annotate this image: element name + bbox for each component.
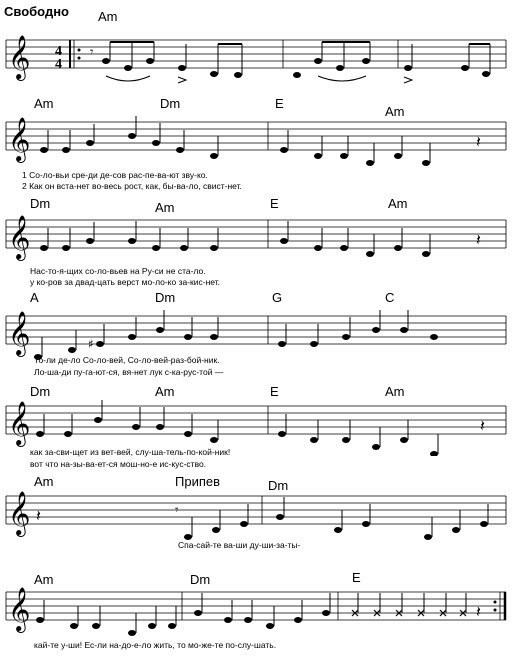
- lyric-line: 2 Как он вста-нет во-весь рост, как, бы-ва-ло, свист-нет.: [22, 181, 242, 191]
- chord-symbol: E: [352, 570, 361, 585]
- chord-symbol: Am: [385, 104, 405, 119]
- chord-symbol: C: [385, 290, 395, 305]
- chord-symbol: E: [270, 196, 279, 211]
- svg-text:𝄾: 𝄾: [175, 503, 179, 518]
- chord-symbol: Am: [385, 384, 405, 399]
- chord-symbol: Am: [155, 384, 175, 399]
- lyric-line: кай-те у-ши! Ес-ли на-до-е-ло жить, то мо-же-те по-слу-шать.: [34, 640, 277, 650]
- lyric-line: у ко-ров за двад-цать верст мо-ло-ко за-кис-нет.: [30, 277, 221, 287]
- lyric-line: 1 Со-ло-вьи сре-ди де-сов рас-пе-ва-ют зву-ко.: [22, 170, 208, 180]
- chord-symbol: E: [275, 96, 284, 111]
- svg-text:𝄽: 𝄽: [480, 416, 485, 435]
- chord-symbol: Dm: [155, 290, 176, 305]
- section-label: Припев: [175, 474, 221, 489]
- chord-symbol: Dm: [190, 572, 211, 587]
- svg-text:𝄞: 𝄞: [8, 587, 31, 631]
- svg-text:𝄞: 𝄞: [8, 117, 31, 161]
- lyric-line: как за-сви-щет из вет-вей, слу-ша-тель-по-кой-ник!: [30, 447, 231, 457]
- svg-text:𝄞: 𝄞: [8, 35, 31, 79]
- staff-system: [0, 582, 512, 642]
- svg-text:𝄞: 𝄞: [8, 215, 31, 259]
- chord-symbol: Dm: [268, 478, 289, 493]
- svg-text:𝄽: 𝄽: [476, 132, 481, 151]
- chord-symbol: Am: [98, 9, 118, 24]
- chord-symbol: E: [270, 384, 279, 399]
- svg-text:4: 4: [55, 57, 62, 72]
- chord-symbol: Am: [34, 572, 54, 587]
- svg-text:𝄽: 𝄽: [476, 230, 481, 249]
- svg-text:𝄽: 𝄽: [476, 602, 481, 621]
- chord-symbol: Dm: [30, 384, 51, 399]
- svg-text:𝄞: 𝄞: [8, 401, 31, 445]
- svg-text:𝄽: 𝄽: [36, 506, 41, 525]
- staff-system: [0, 210, 512, 270]
- chord-symbol: Am: [155, 200, 175, 215]
- svg-text:𝄾: 𝄾: [90, 45, 94, 60]
- chord-symbol: Am: [34, 474, 54, 489]
- svg-text:𝄞: 𝄞: [8, 491, 31, 535]
- lyric-line: Нас-то-я-щих со-ло-вьев на Ру-си не ста-ло.: [30, 266, 206, 276]
- chord-symbol: Am: [34, 96, 54, 111]
- lyric-line: Ло-ша-ди пу-га-ют-ся, вя-нет лук с-ка-рус-той —: [34, 367, 224, 377]
- chord-symbol: Dm: [30, 196, 51, 211]
- svg-text:𝄞: 𝄞: [8, 311, 31, 355]
- svg-text:4: 4: [55, 44, 62, 59]
- chord-symbol: Dm: [160, 96, 181, 111]
- staff-system: [0, 112, 512, 172]
- chord-symbol: G: [272, 290, 283, 305]
- staff-system: [0, 30, 512, 90]
- chord-symbol: Am: [388, 196, 408, 211]
- svg-text:♯: ♯: [88, 337, 94, 351]
- lyric-line: вот что на-зы-ва-ет-ся мош-но-е ис-кус-ство.: [30, 459, 207, 469]
- lyric-line: То-ли де-ло Со-ло-вей, Со-ло-вей-раз-бой-ник.: [34, 355, 220, 365]
- tempo-marking: Свободно: [4, 4, 69, 19]
- staff-system: [0, 486, 512, 546]
- chord-symbol: A: [30, 290, 39, 305]
- lyric-line: Спа-сай-те ва-ши ду-ши-за-ты-: [178, 540, 301, 550]
